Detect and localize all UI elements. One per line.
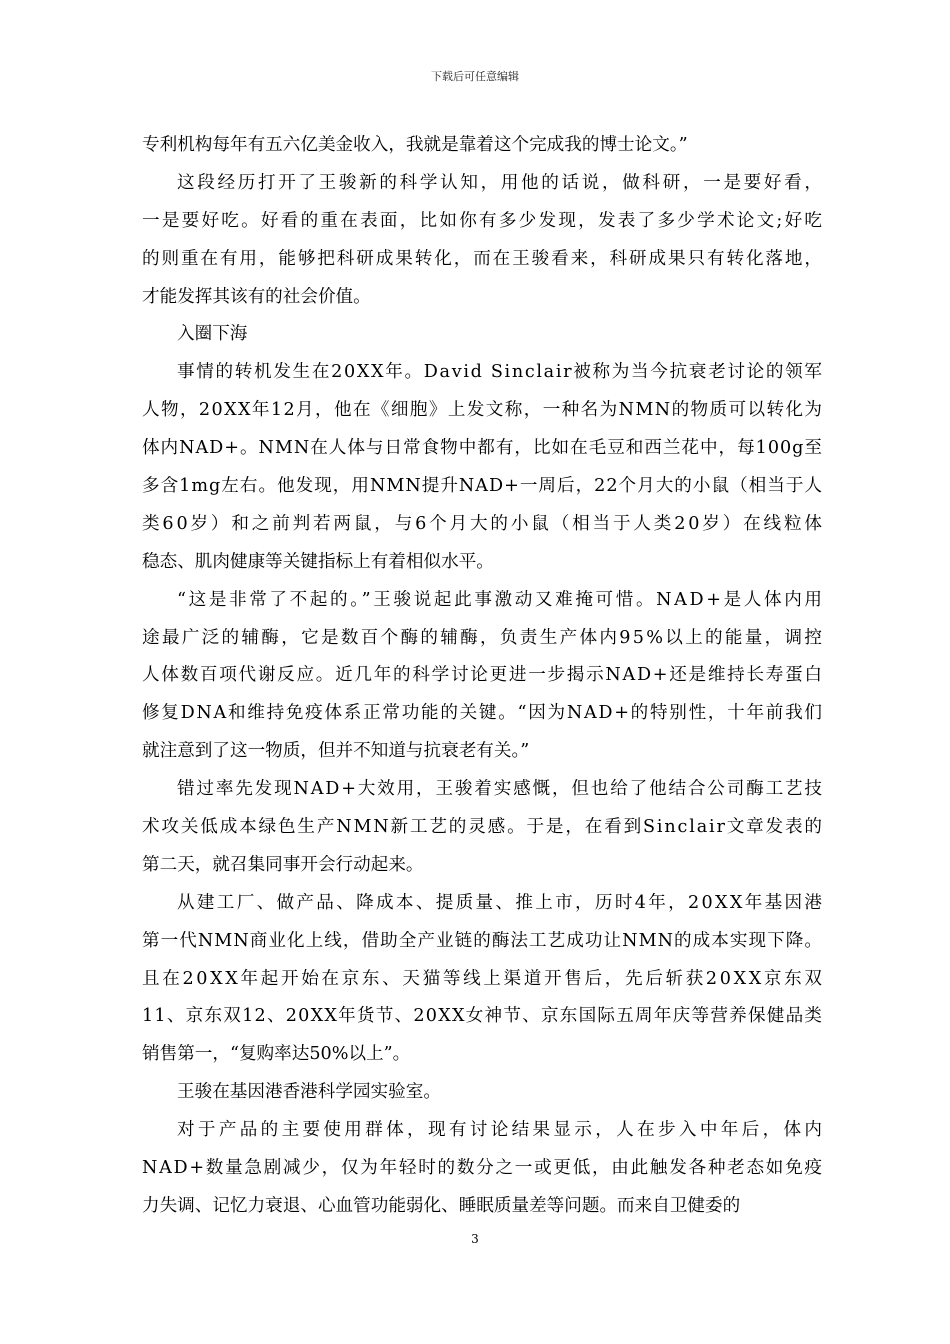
text-line: NAD+数量急剧减少，仅为年轻时的数分之一或更低，由此触发各种老态如免疫 bbox=[142, 1158, 824, 1179]
text-line: 力失调、记忆力衰退、心血管功能弱化、睡眠质量差等问题。而来自卫健委的 bbox=[142, 1195, 741, 1216]
text-line: 就注意到了这一物质，但并不知道与抗衰老有关。” bbox=[142, 741, 530, 762]
text-line: 11、京东双12、20XX年货节、20XX女神节、京东国际五周年庆等营养保健品类 bbox=[142, 1006, 824, 1027]
text-line: 王骏在基因港香港科学园实验室。 bbox=[177, 1082, 441, 1103]
paragraph bbox=[142, 165, 825, 317]
text-line: 销售第一，“复购率达50%以上”。 bbox=[142, 1044, 411, 1065]
text-line: 一是要好吃。好看的重在表面，比如你有多少发现，发表了多少学术论文;好吃 bbox=[142, 210, 825, 231]
text-line: 入圈下海 bbox=[177, 324, 248, 345]
text-line: “这是非常了不起的。”王骏说起此事激动又难掩可惜。NAD+是人体内用 bbox=[177, 589, 825, 610]
text-line: 专利机构每年有五六亿美金收入，我就是靠着这个完成我的博士论文。” bbox=[142, 135, 688, 155]
text-line: 修复DNA和维持免疫体系正常功能的关键。“因为NAD+的特别性，十年前我们 bbox=[142, 703, 824, 724]
text-line: 多含1mg左右。他发现，用NMN提升NAD+一周后，22个月大的小鼠（相当于人 bbox=[142, 476, 823, 497]
paragraph bbox=[142, 582, 825, 771]
text-line: 术攻关低成本绿色生产NMN新工艺的灵感。于是，在看到Sinclair文章发表的 bbox=[142, 817, 824, 838]
text-line: 类60岁）和之前判若两鼠，与6个月大的小鼠（相当于人类20岁）在线粒体 bbox=[142, 513, 825, 534]
paragraph bbox=[142, 1074, 822, 1112]
text-line: 第一代NMN商业化上线，借助全产业链的酶法工艺成功让NMN的成本实现下降。 bbox=[142, 930, 824, 951]
text-line: 体内NAD+。NMN在人体与日常食物中都有，比如在毛豆和西兰花中，每100g至 bbox=[142, 438, 823, 459]
text-line: 第二天，就召集同事开会行动起来。 bbox=[142, 854, 424, 875]
text-line: 途最广泛的辅酶，它是数百个酶的辅酶，负责生产体内95%以上的能量，调控 bbox=[142, 627, 825, 648]
paragraph bbox=[142, 316, 822, 354]
text-line: 事情的转机发生在20XX年。David Sinclair被称为当今抗衰老讨论的领军 bbox=[177, 362, 824, 383]
text-line: 稳态、肌肉健康等关键指标上有着相似水平。 bbox=[142, 551, 494, 572]
paragraph bbox=[142, 771, 822, 885]
text-line: 从建工厂、做产品、降成本、提质量、推上市，历时4年，20XX年基因港 bbox=[177, 892, 825, 913]
page-header: 下载后可任意编辑 bbox=[431, 70, 519, 83]
paragraph bbox=[142, 1112, 826, 1226]
document-body bbox=[142, 127, 826, 1226]
paragraph bbox=[142, 354, 825, 581]
page-number: 3 bbox=[471, 1232, 479, 1246]
paragraph bbox=[142, 885, 825, 1074]
paragraph bbox=[142, 127, 822, 165]
text-line: 错过率先发现NAD+大效用，王骏着实感慨，但也给了他结合公司酶工艺技 bbox=[177, 779, 824, 800]
text-line: 人体数百项代谢反应。近几年的科学讨论更进一步揭示NAD+还是维持长寿蛋白 bbox=[142, 665, 824, 686]
text-line: 这段经历打开了王骏新的科学认知，用他的话说，做科研，一是要好看， bbox=[177, 172, 825, 193]
text-line: 且在20XX年起开始在京东、天猫等线上渠道开售后，先后斩获20XX京东双 bbox=[142, 968, 825, 989]
text-line: 对于产品的主要使用群体，现有讨论结果显示，人在步入中年后，体内 bbox=[177, 1120, 826, 1141]
text-line: 才能发挥其该有的社会价值。 bbox=[142, 286, 371, 307]
text-line: 人物，20XX年12月，他在《细胞》上发文称，一种名为NMN的物质可以转化为 bbox=[142, 400, 824, 421]
text-line: 的则重在有用，能够把科研成果转化，而在王骏看来，科研成果只有转化落地， bbox=[142, 248, 824, 269]
